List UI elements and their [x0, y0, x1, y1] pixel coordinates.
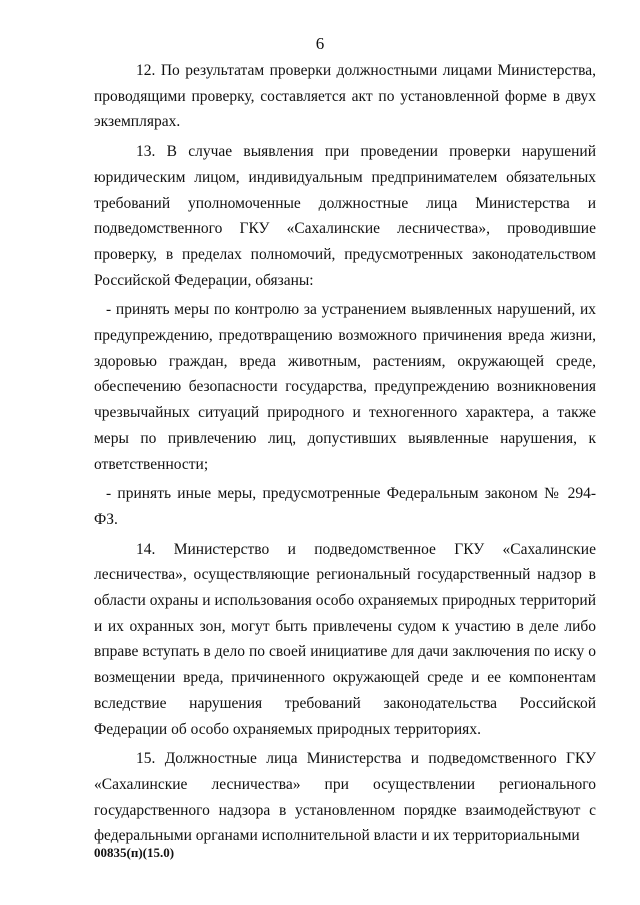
list-item-other-measures: - принять иные меры, предусмотренные Федеральным законом № 294-ФЗ. [94, 485, 596, 528]
document-code: 00835(п)(15.0) [94, 845, 175, 860]
document-body [94, 58, 596, 853]
list-item-measures-control: - принять меры по контролю за устранением выявленных нарушений, их предупреждению, предотвращению возможного причинения вреда жизни, здоровью граждан, вреда животным, растениям, окружающей среде, обеспечению безопасности государства, предупреждению возникновения чрезвычайных ситуаций природного и техногенного характера, а также меры по привлечению лиц, допустивших выявленные нарушения, к ответственности; [94, 301, 596, 473]
page-number: 6 [315, 34, 325, 53]
paragraph-15: 15. Должностные лица Министерства и подведомственного ГКУ «Сахалинские лесничества» при осуществлении регионального государственного надзора в установленном порядке взаимодействуют с федеральными органами исполнительной власти и их территориальными [94, 750, 596, 845]
paragraph-13: 13. В случае выявления при проведении проверки нарушений юридическим лицом, индивидуальным предпринимателем обязательных требований уполномоченные должностные лица Министерства и подведомственного ГКУ «Сахалинские лесничества», проводившие проверку, в пределах полномочий, предусмотренных законодательством Российской Федерации, обязаны: [94, 143, 596, 289]
paragraph-12: 12. По результатам проверки должностными лицами Министерства, проводящими проверку, составляется акт по установленной форме в двух экземплярах. [94, 62, 596, 131]
paragraph-14: 14. Министерство и подведомственное ГКУ «Сахалинские лесничества», осуществляющие региональный государственный надзор в области охраны и использования особо охраняемых природных территорий и их охранных зон, могут быть привлечены судом к участию в деле либо вправе вступать в дело по своей инициативе для дачи заключения по иску о возмещении вреда, причиненного окружающей среде и ее компонентам вследствие нарушения требований законодательства Российской Федерации об особо охраняемых природных территориях. [94, 540, 596, 738]
